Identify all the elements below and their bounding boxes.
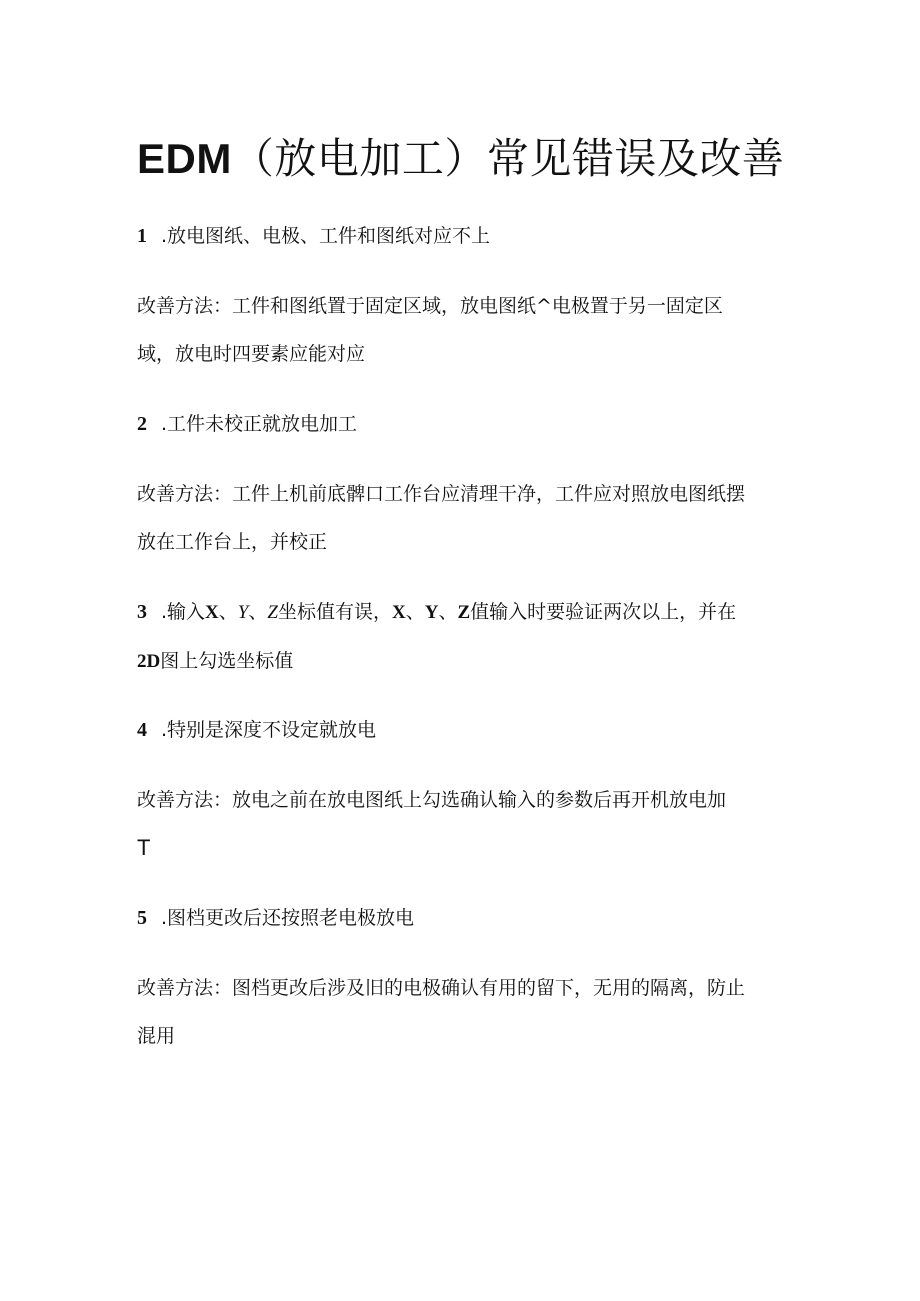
fix-line: 域，放电时四要素应能对应 (137, 343, 366, 365)
title-en: EDM (137, 135, 232, 182)
item-number: 5 (137, 907, 147, 929)
fix-line: 改善方法：工件和图纸置于固定区域，放电图纸^电极置于另一固定区 (137, 295, 723, 317)
item-2-heading (137, 400, 787, 448)
fix-line: 改善方法：工件上机前底髀口工作台应清理干净，工件应对照放电图纸摆 (137, 483, 746, 505)
item-text: .特别是深度不设定就放电 (161, 719, 377, 741)
fix-line: 改善方法：放电之前在放电图纸上勾选确认输入的参数后再开机放电加 (137, 789, 727, 811)
item-text: .放电图纸、电极、工件和图纸对应不上 (161, 225, 491, 247)
item-5-heading (137, 894, 787, 942)
item-4-fix (137, 776, 787, 873)
item-number: 3 (137, 601, 147, 623)
item-5-fix (137, 964, 787, 1060)
item-text: .图档更改后还按照老电极放电 (161, 907, 415, 929)
title-zh: （放电加工）常见错误及改善 (231, 134, 785, 183)
item-text: .工件未校正就放电加工 (161, 413, 358, 435)
item-1-fix (137, 282, 787, 378)
item-2-fix (137, 470, 787, 566)
item-3-heading: 3 .输入X、Y、Z坐标值有误，X、Y、Z值输入时要验证两次以上，并在 2D图上勾选坐标值 (137, 588, 787, 686)
fix-line: 混用 (137, 1025, 176, 1047)
item-number: 4 (137, 719, 147, 741)
fix-line: 放在工作台上，并校正 (137, 531, 328, 553)
item-number: 1 (137, 225, 147, 247)
item-number: 2 (137, 413, 147, 435)
fix-line: 改善方法：图档更改后涉及旧的电极确认有用的留下，无用的隔离，防止 (137, 977, 746, 999)
item-4-heading (137, 706, 787, 754)
page-title (137, 126, 837, 186)
fix-line: T (137, 835, 151, 860)
item-1-heading (137, 212, 787, 260)
